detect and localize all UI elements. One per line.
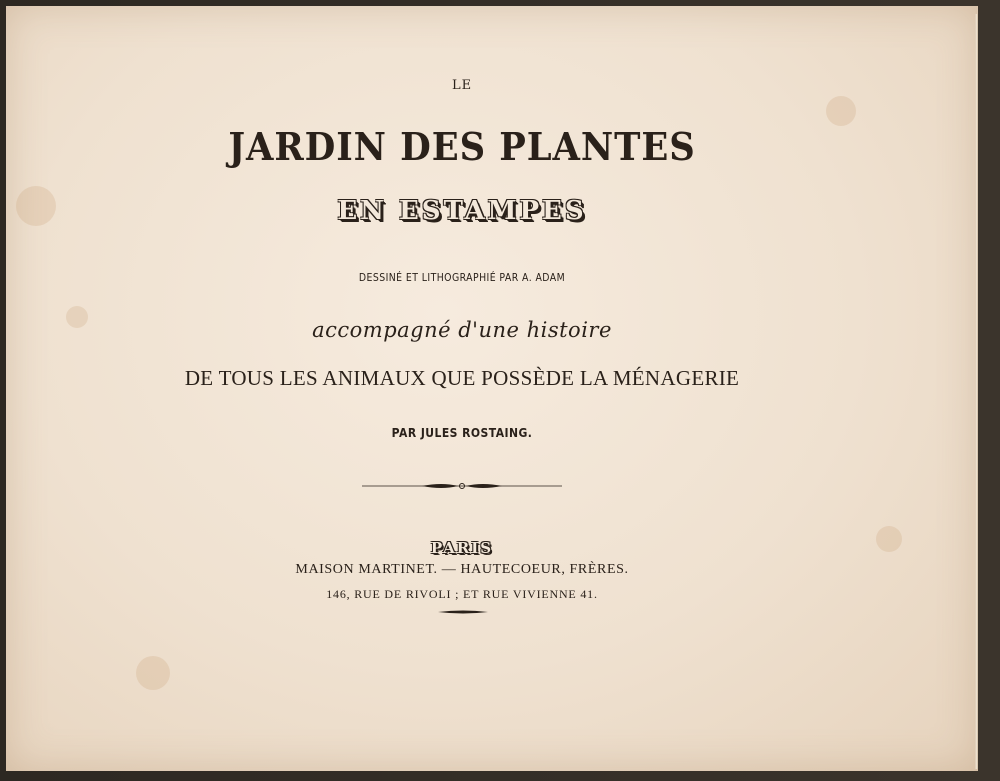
paper-stain	[826, 96, 856, 126]
illustrator-line: DESSINÉ ET LITHOGRAPHIÉ PAR A. ADAM	[358, 271, 566, 284]
page-subtitle: EN ESTAMPES	[337, 196, 587, 226]
script-line: accompagné d'une histoire	[312, 318, 612, 342]
title-page	[6, 6, 978, 771]
page-edge	[975, 14, 978, 769]
title-article: LE	[451, 78, 473, 93]
page-title: JARDIN DES PLANTES	[228, 124, 696, 169]
ornamental-rule	[362, 480, 562, 492]
publisher-city: PARIS	[430, 539, 494, 557]
publisher-address: 146, RUE DE RIVOLI ; ET RUE VIVIENNE 41.	[326, 587, 598, 601]
paper-stain	[136, 656, 170, 690]
author-line: PAR JULES ROSTAING.	[391, 426, 533, 440]
closing-rule	[438, 609, 488, 615]
publisher-name: MAISON MARTINET. — HAUTECOEUR, FRÈRES.	[295, 562, 629, 577]
subject-line: DE TOUS LES ANIMAUX QUE POSSÈDE LA MÉNAGERIE	[184, 366, 740, 390]
